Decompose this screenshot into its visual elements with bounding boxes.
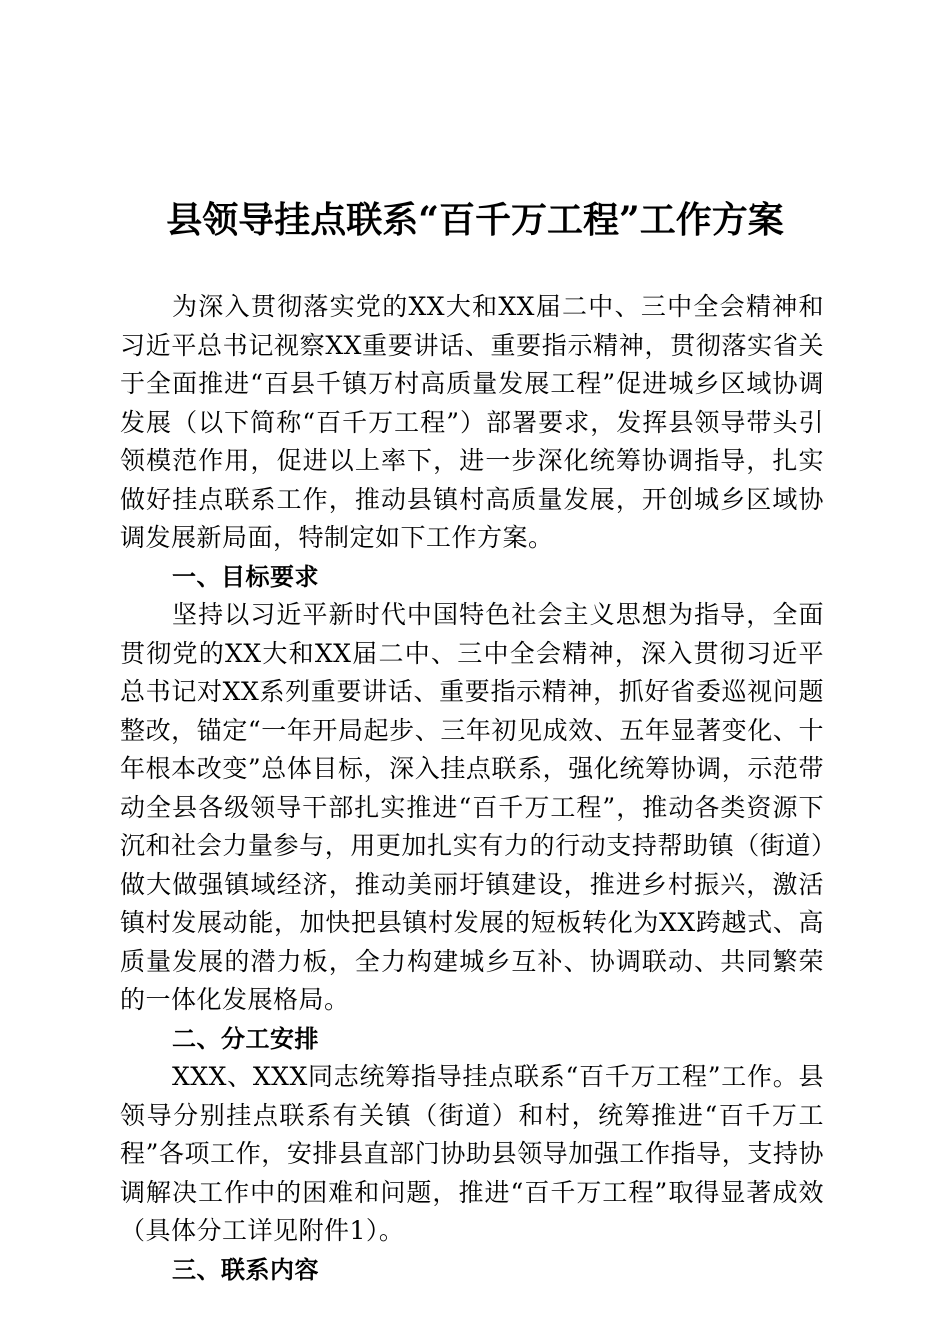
- section-heading-goals: 一、目标要求: [172, 562, 319, 591]
- section-paragraph-division: XXX、XXX同志统筹指导挂点联系“百千万工程”工作。县领导分别挂点联系有关镇（街道）和村，统筹推进“百千万工程”各项工作，安排县直部门协助县领导加强工作指导，支持协调解决工作中的困难和问题，推进“百千万工程”取得显著成效（具体分工详见附件1）。: [120, 1062, 824, 1245]
- intro-paragraph: 为深入贯彻落实党的XX大和XX届二中、三中全会精神和习近平总书记视察XX重要讲话、重要指示精神，贯彻落实省关于全面推进“百县千镇万村高质量发展工程”促进城乡区域协调发展（以下简称“百千万工程”）部署要求，发挥县领导带头引领模范作用，促进以上率下，进一步深化统筹协调指导，扎实做好挂点联系工作，推动县镇村高质量发展，开创城乡区域协调发展新局面，特制定如下工作方案。: [120, 292, 824, 552]
- section-heading-contact: 三、联系内容: [172, 1255, 319, 1284]
- section-heading-division: 二、分工安排: [172, 1024, 319, 1053]
- document-title: 县领导挂点联系“百千万工程”工作方案: [166, 199, 784, 241]
- document-body: [120, 288, 824, 1289]
- section-paragraph-goals: 坚持以习近平新时代中国特色社会主义思想为指导，全面贯彻党的XX大和XX届二中、三中全会精神，深入贯彻习近平总书记对XX系列重要讲话、重要指示精神，抓好省委巡视问题整改，锚定“一年开局起步、三年初见成效、五年显著变化、十年根本改变”总体目标，深入挂点联系，强化统筹协调，示范带动全县各级领导干部扎实推进“百千万工程”，推动各类资源下沉和社会力量参与，用更加扎实有力的行动支持帮助镇（街道）做大做强镇域经济，推动美丽圩镇建设，推进乡村振兴，激活镇村发展动能，加快把县镇村发展的短板转化为XX跨越式、高质量发展的潜力板，全力构建城乡互补、协调联动、共同繁荣的一体化发展格局。: [120, 600, 824, 1014]
